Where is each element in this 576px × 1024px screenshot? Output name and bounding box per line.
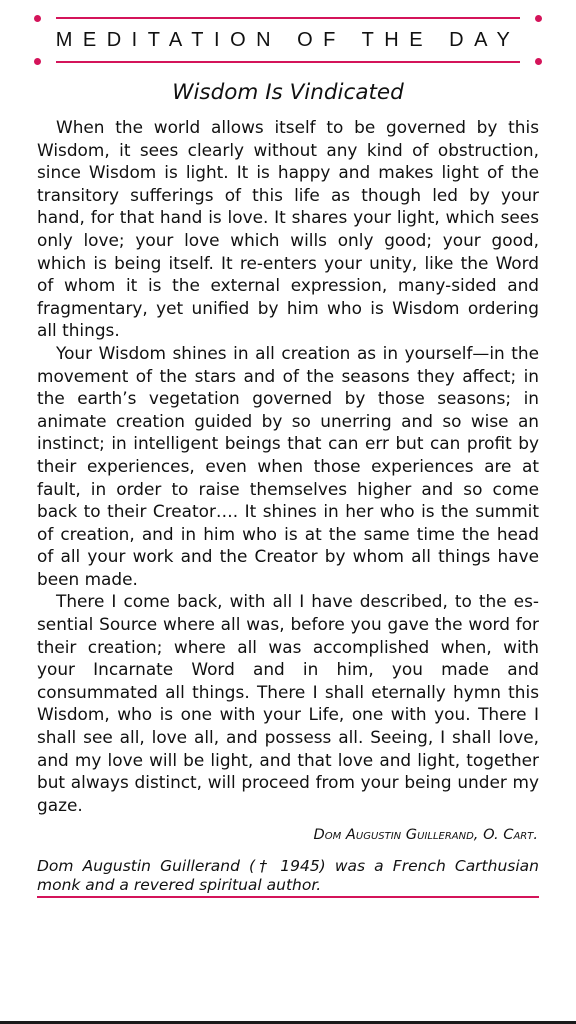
article-title: Wisdom Is Vindicated xyxy=(172,80,404,105)
header-rule-bottom xyxy=(56,61,520,63)
page-title: MEDITATION OF THE DAY xyxy=(55,29,521,51)
paragraph: Your Wisdom shines in all creation as in yourself—in the movement of the stars and of the seasons they affect; in the earth’s vegetation governed by those seasons; in animate creation guided by so unerring and so wise an instinct; in intelligent beings that can err but can profit by their experiences, even when those experiences are at fault, in order to raise themselves higher and so come back to their Creator…. It shines in her who is the summit of creation, and in him who is at the same time the head of all your work and the Creator by whom all things have been made. xyxy=(37,342,539,589)
paragraph: When the world allows itself to be governed by this Wisdom, it sees clearly without any kind of obstruction, since Wisdom is light. It is happy and makes light of the transitory sufferings of this life as though led by your hand, for that hand is love. It shares your light, which sees only love; your love which wills only good; your good, which is being itself. It re-enters your unity, like the Word of whom it is the external expression, many-sided and fragmentary, yet unified by him who is Wisdom ordering all things. xyxy=(37,117,539,341)
article-body xyxy=(37,116,539,816)
author-bio: Dom Augustin Guillerand († 1945) was a French Carthusian monk and a revered spiritual author. xyxy=(37,857,539,894)
accent-dot-bottom-right xyxy=(535,58,542,65)
header xyxy=(36,10,540,70)
accent-dot-top-right xyxy=(535,15,542,22)
accent-dot-bottom-left xyxy=(34,58,41,65)
header-rule-top xyxy=(56,17,520,19)
footer-rule xyxy=(37,896,539,898)
paragraph: There I come back, with all I have described, to the essential Source where all was, before you gave the word for their creation; where all was accomplished when, with your Incarnate Word and in him, you made and consummated all things. There I shall eternally hymn this Wisdom, who is one with your Life, one with you. There I shall see all, love all, and possess all. Seeing, I shall love, and my love will be light, and that love and light, together but always distinct, will proceed from your being under my gaze. xyxy=(37,591,539,815)
author-attribution: Dom Augustin Guillerand, O. Cart. xyxy=(313,826,538,843)
accent-dot-top-left xyxy=(34,15,41,22)
